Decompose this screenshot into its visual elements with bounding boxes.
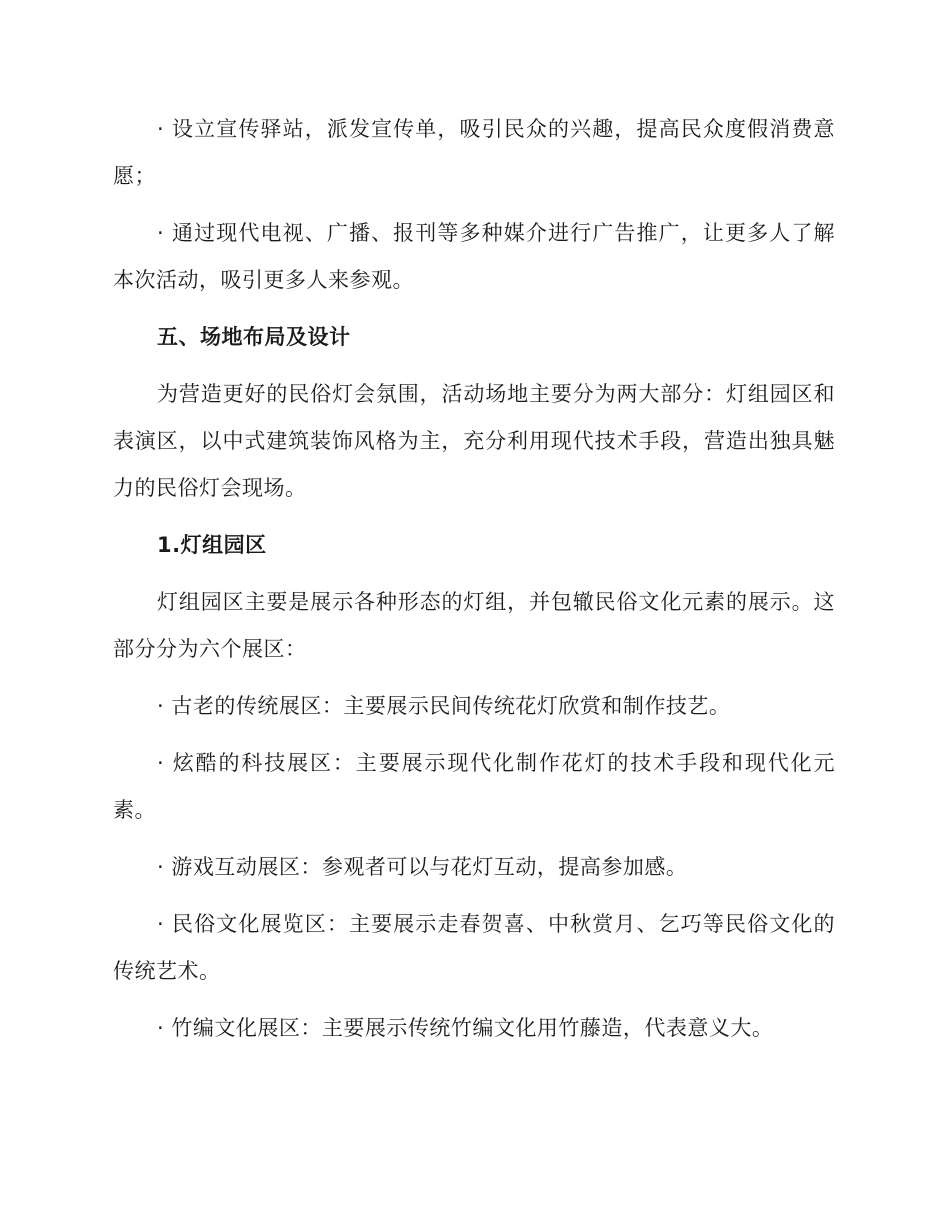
bullet-media-promotion: · 通过现代电视、广播、报刊等多种媒介进行广告推广，让更多人了解本次活动，吸引更多人来参观。: [113, 221, 835, 292]
bullet-traditional-zone: · 古老的传统展区：主要展示民间传统花灯欣赏和制作技艺。: [157, 694, 731, 718]
bullet-promo-station: · 设立宣传驿站，派发宣传单，吸引民众的兴趣，提高民众度假消费意愿；: [113, 117, 835, 188]
paragraph-venue-intro: 为营造更好的民俗灯会氛围，活动场地主要分为两大部分：灯组园区和表演区，以中式建筑装饰风格为主，充分利用现代技术手段，营造出独具魅力的民俗灯会现场。: [113, 382, 835, 500]
bullet-bamboo-zone: · 竹编文化展区：主要展示传统竹编文化用竹藤造，代表意义大。: [157, 1016, 774, 1040]
subsection-heading-lantern-park: 1.灯组园区: [157, 533, 267, 557]
bullet-tech-zone: · 炫酷的科技展区：主要展示现代化制作花灯的技术手段和现代化元素。: [113, 751, 835, 822]
section-heading-venue-layout: 五、场地布局及设计: [157, 325, 351, 349]
paragraph-lantern-park-intro: 灯组园区主要是展示各种形态的灯组，并包辙民俗文化元素的展示。这部分分为六个展区：: [113, 590, 835, 661]
bullet-interactive-zone: · 游戏互动展区：参观者可以与花灯互动，提高参加感。: [157, 855, 688, 879]
bullet-folk-culture-zone: · 民俗文化展览区：主要展示走春贺喜、中秋赏月、乞巧等民俗文化的传统艺术。: [113, 912, 835, 983]
document-page: [113, 106, 835, 1062]
